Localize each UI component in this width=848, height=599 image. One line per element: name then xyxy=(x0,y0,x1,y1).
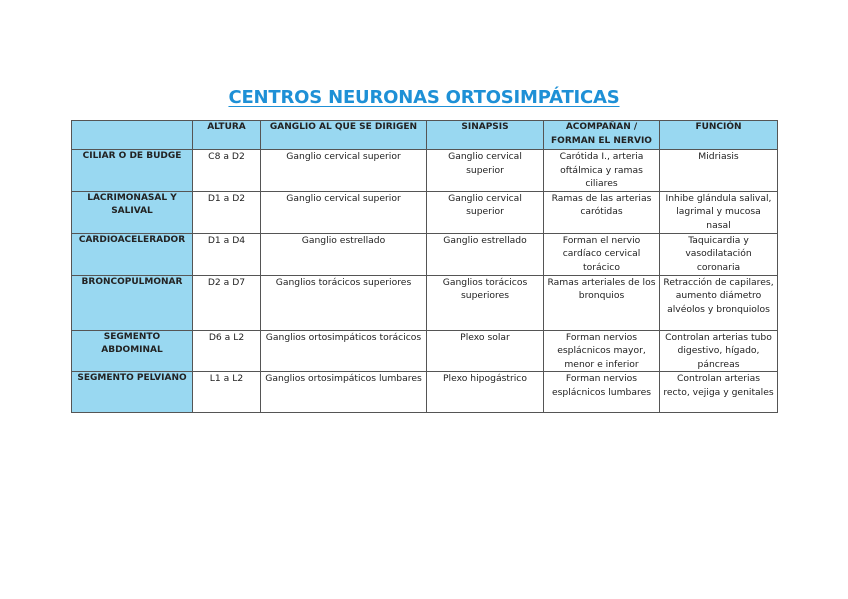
table-header-row xyxy=(72,121,778,150)
table-row xyxy=(72,233,778,275)
cell-nervio: Ramas de las arterias carótidas xyxy=(544,191,660,233)
cell-sinapsis: Ganglio cervical superior xyxy=(427,191,544,233)
cell-ganglio: Ganglios ortosimpáticos lumbares xyxy=(261,372,427,413)
cell-ganglio: Ganglios torácicos superiores xyxy=(261,275,427,330)
cell-funcion: Inhibe glándula salival, lagrimal y mucosa nasal xyxy=(660,191,778,233)
cell-funcion: Taquicardia y vasodilatación coronaria xyxy=(660,233,778,275)
cell-sinapsis: Ganglios torácicos superiores xyxy=(427,275,544,330)
cell-ganglio: Ganglio estrellado xyxy=(261,233,427,275)
cell-ganglio: Ganglios ortosimpáticos torácicos xyxy=(261,330,427,372)
centers-table xyxy=(71,120,778,413)
cell-nervio: Ramas arteriales de los bronquios xyxy=(544,275,660,330)
table-row xyxy=(72,191,778,233)
cell-nervio: Forman nervios esplácnicos mayor, menor e inferior xyxy=(544,330,660,372)
row-label: SEGMENTO ABDOMINAL xyxy=(72,330,193,372)
cell-sinapsis: Ganglio cervical superior xyxy=(427,150,544,192)
header-cell-funcion: FUNCIÓN xyxy=(660,121,778,150)
cell-ganglio: Ganglio cervical superior xyxy=(261,150,427,192)
table-row xyxy=(72,150,778,192)
row-label: SEGMENTO PELVIANO xyxy=(72,372,193,413)
cell-nervio: Carótida I., arteria oftálmica y ramas ciliares xyxy=(544,150,660,192)
cell-funcion: Midriasis xyxy=(660,150,778,192)
cell-sinapsis: Ganglio estrellado xyxy=(427,233,544,275)
cell-altura: L1 a L2 xyxy=(193,372,261,413)
row-label: CILIAR O DE BUDGE xyxy=(72,150,193,192)
cell-sinapsis: Plexo solar xyxy=(427,330,544,372)
cell-funcion: Controlan arterias tubo digestivo, hígado, páncreas xyxy=(660,330,778,372)
cell-ganglio: Ganglio cervical superior xyxy=(261,191,427,233)
cell-altura: D1 a D4 xyxy=(193,233,261,275)
header-cell-centro xyxy=(72,121,193,150)
header-cell-sinapsis: SINAPSIS xyxy=(427,121,544,150)
table-row xyxy=(72,275,778,330)
cell-altura: D1 a D2 xyxy=(193,191,261,233)
cell-altura: C8 a D2 xyxy=(193,150,261,192)
cell-altura: D2 a D7 xyxy=(193,275,261,330)
row-label: CARDIOACELERADOR xyxy=(72,233,193,275)
table-row xyxy=(72,372,778,413)
cell-funcion: Retracción de capilares, aumento diámetro alvéolos y bronquiolos xyxy=(660,275,778,330)
header-cell-nervio: ACOMPAÑAN / FORMAN EL NERVIO xyxy=(544,121,660,150)
cell-altura: D6 a L2 xyxy=(193,330,261,372)
cell-sinapsis: Plexo hipogástrico xyxy=(427,372,544,413)
page-title: CENTROS NEURONAS ORTOSIMPÁTICAS xyxy=(228,87,620,108)
header-cell-ganglio: GANGLIO AL QUE SE DIRIGEN xyxy=(261,121,427,150)
cell-nervio: Forman nervios esplácnicos lumbares xyxy=(544,372,660,413)
header-cell-altura: ALTURA xyxy=(193,121,261,150)
cell-nervio: Forman el nervio cardíaco cervical torácico xyxy=(544,233,660,275)
row-label: BRONCOPULMONAR xyxy=(72,275,193,330)
row-label: LACRIMONASAL Y SALIVAL xyxy=(72,191,193,233)
cell-funcion: Controlan arterias recto, vejiga y genitales xyxy=(660,372,778,413)
table-row xyxy=(72,330,778,372)
